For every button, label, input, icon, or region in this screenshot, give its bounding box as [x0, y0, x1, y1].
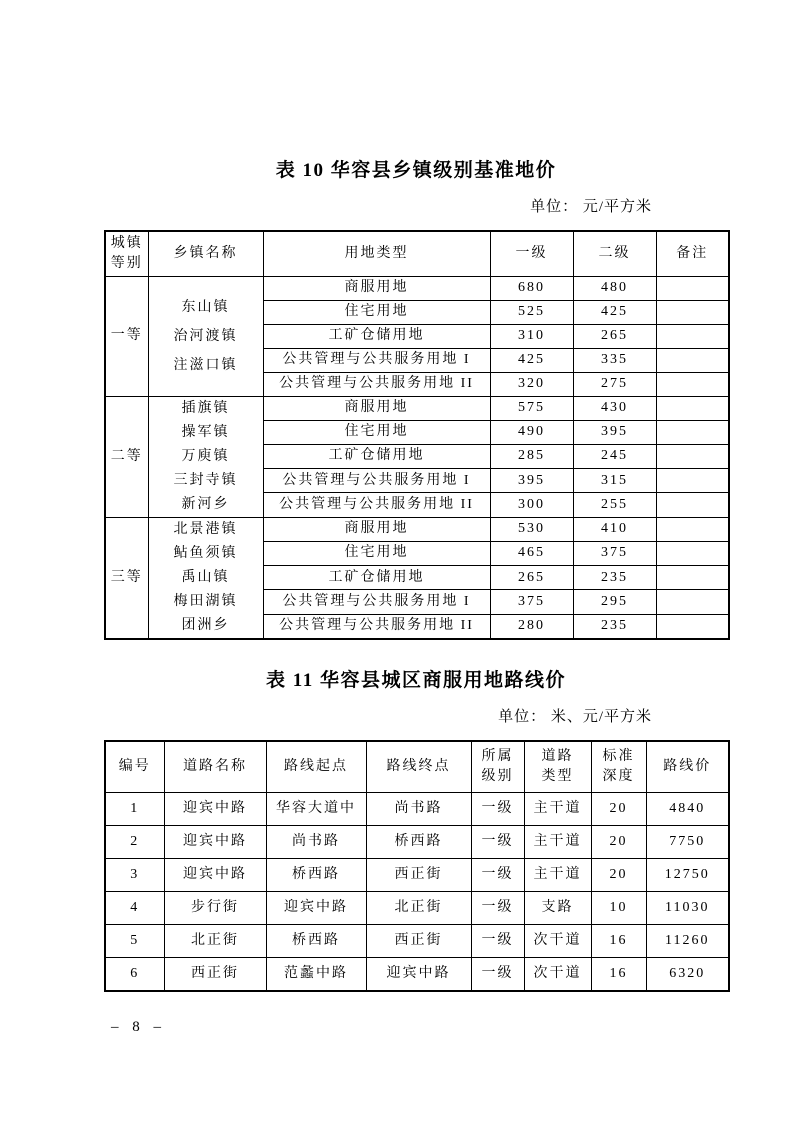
landuse-type-cell: 工矿仓储用地 [263, 566, 490, 590]
remarks-cell [656, 469, 729, 493]
towns-cell [148, 396, 263, 517]
road-type-cell: 主干道 [524, 859, 591, 892]
col-header-route-start: 路线起点 [266, 741, 366, 793]
road-type-cell: 主干道 [524, 793, 591, 826]
route-end-cell: 北正街 [366, 892, 471, 925]
price-level2-cell: 425 [573, 300, 656, 324]
table10-row [105, 396, 729, 420]
table11-row [105, 793, 729, 826]
remarks-cell [656, 324, 729, 348]
table11-row [105, 925, 729, 958]
table11-body [105, 793, 729, 991]
level-cell: 一级 [471, 859, 524, 892]
price-level1-cell: 375 [490, 590, 573, 614]
town-name: 治河渡镇 [173, 328, 238, 344]
standard-depth-cell: 20 [591, 859, 646, 892]
route-start-cell: 华容大道中 [266, 793, 366, 826]
number-cell: 5 [105, 925, 164, 958]
road-name-cell: 迎宾中路 [164, 859, 266, 892]
price-level2-cell: 245 [573, 444, 656, 468]
route-start-cell: 范蠡中路 [266, 958, 366, 991]
towns-cell [148, 517, 263, 639]
road-type-cell: 次干道 [524, 958, 591, 991]
price-level2-cell: 375 [573, 541, 656, 565]
standard-depth-cell: 16 [591, 958, 646, 991]
remarks-cell [656, 517, 729, 541]
route-price-cell: 6320 [646, 958, 729, 991]
price-level2-cell: 395 [573, 420, 656, 444]
number-cell: 4 [105, 892, 164, 925]
price-level1-cell: 320 [490, 372, 573, 396]
price-level1-cell: 280 [490, 614, 573, 638]
town-name: 梅田湖镇 [173, 593, 238, 609]
price-level2-cell: 265 [573, 324, 656, 348]
table10-header [105, 231, 729, 276]
road-name-cell: 迎宾中路 [164, 793, 266, 826]
level-cell: 一级 [471, 958, 524, 991]
town-name: 操军镇 [181, 424, 230, 440]
landuse-type-cell: 公共管理与公共服务用地 II [263, 614, 490, 638]
price-level2-cell: 335 [573, 348, 656, 372]
number-cell: 1 [105, 793, 164, 826]
col-header-level [471, 741, 524, 793]
col-header-level-2: 二级 [573, 231, 656, 276]
col-header-standard-depth-text: 标准深度 [602, 748, 635, 784]
landuse-type-cell: 住宅用地 [263, 300, 490, 324]
col-header-number: 编号 [105, 741, 164, 793]
standard-depth-cell: 16 [591, 925, 646, 958]
standard-depth-cell: 10 [591, 892, 646, 925]
landuse-type-cell: 公共管理与公共服务用地 II [263, 493, 490, 517]
route-end-cell: 西正街 [366, 925, 471, 958]
col-header-town-grade: 城镇等别 [105, 231, 148, 276]
price-level2-cell: 295 [573, 590, 656, 614]
table11-row [105, 892, 729, 925]
grade-cell: 一等 [105, 276, 148, 396]
price-level1-cell: 525 [490, 300, 573, 324]
town-name: 插旗镇 [181, 400, 230, 416]
price-level2-cell: 255 [573, 493, 656, 517]
col-header-remarks: 备注 [656, 231, 729, 276]
landuse-type-cell: 住宅用地 [263, 541, 490, 565]
table10-header-row [105, 231, 729, 276]
route-end-cell: 桥西路 [366, 826, 471, 859]
level-cell: 一级 [471, 793, 524, 826]
number-cell: 2 [105, 826, 164, 859]
price-level1-cell: 425 [490, 348, 573, 372]
route-price-cell: 7750 [646, 826, 729, 859]
page-number: – 8 – [111, 1019, 163, 1035]
landuse-type-cell: 商服用地 [263, 276, 490, 300]
table10-row [105, 517, 729, 541]
col-header-route-price: 路线价 [646, 741, 729, 793]
remarks-cell [656, 493, 729, 517]
table11-header-row [105, 741, 729, 793]
road-type-cell: 主干道 [524, 826, 591, 859]
price-level1-cell: 300 [490, 493, 573, 517]
table11-row [105, 958, 729, 991]
price-level2-cell: 235 [573, 566, 656, 590]
col-header-standard-depth [591, 741, 646, 793]
remarks-cell [656, 348, 729, 372]
remarks-cell [656, 372, 729, 396]
col-header-level-text: 所属级别 [481, 748, 514, 784]
route-start-cell: 迎宾中路 [266, 892, 366, 925]
town-name: 万庾镇 [181, 448, 230, 464]
col-header-level-1: 一级 [490, 231, 573, 276]
remarks-cell [656, 566, 729, 590]
town-name: 鲇鱼须镇 [173, 545, 238, 561]
landuse-type-cell: 公共管理与公共服务用地 I [263, 469, 490, 493]
price-level2-cell: 480 [573, 276, 656, 300]
route-price-cell: 11260 [646, 925, 729, 958]
price-level2-cell: 235 [573, 614, 656, 638]
town-name: 禹山镇 [181, 569, 230, 585]
road-type-cell: 支路 [524, 892, 591, 925]
table11-title: 表 11 华容县城区商服用地路线价 [266, 669, 566, 691]
landuse-type-cell: 住宅用地 [263, 420, 490, 444]
road-type-cell: 次干道 [524, 925, 591, 958]
price-level1-cell: 310 [490, 324, 573, 348]
remarks-cell [656, 276, 729, 300]
table11-row [105, 859, 729, 892]
table10 [104, 230, 730, 640]
price-level2-cell: 315 [573, 469, 656, 493]
town-name: 团洲乡 [181, 617, 230, 633]
landuse-type-cell: 工矿仓储用地 [263, 324, 490, 348]
road-name-cell: 北正街 [164, 925, 266, 958]
price-level1-cell: 680 [490, 276, 573, 300]
grade-cell: 二等 [105, 396, 148, 517]
col-header-landuse-type: 用地类型 [263, 231, 490, 276]
col-header-road-type-text: 道路类型 [541, 748, 574, 784]
table10-unit-label: 单位： 元/平方米 [530, 199, 652, 215]
price-level1-cell: 530 [490, 517, 573, 541]
remarks-cell [656, 420, 729, 444]
landuse-type-cell: 商服用地 [263, 517, 490, 541]
col-header-road-type [524, 741, 591, 793]
grade-cell: 三等 [105, 517, 148, 639]
road-name-cell: 步行街 [164, 892, 266, 925]
road-name-cell: 西正街 [164, 958, 266, 991]
col-header-road-name: 道路名称 [164, 741, 266, 793]
remarks-cell [656, 541, 729, 565]
price-level1-cell: 490 [490, 420, 573, 444]
level-cell: 一级 [471, 925, 524, 958]
route-end-cell: 迎宾中路 [366, 958, 471, 991]
route-price-cell: 11030 [646, 892, 729, 925]
route-end-cell: 尚书路 [366, 793, 471, 826]
price-level1-cell: 265 [490, 566, 573, 590]
town-name: 新河乡 [181, 496, 230, 512]
town-name: 东山镇 [181, 299, 230, 315]
number-cell: 3 [105, 859, 164, 892]
landuse-type-cell: 公共管理与公共服务用地 I [263, 348, 490, 372]
remarks-cell [656, 300, 729, 324]
price-level2-cell: 275 [573, 372, 656, 396]
standard-depth-cell: 20 [591, 826, 646, 859]
standard-depth-cell: 20 [591, 793, 646, 826]
remarks-cell [656, 396, 729, 420]
price-level2-cell: 430 [573, 396, 656, 420]
town-name: 注滋口镇 [173, 357, 238, 373]
remarks-cell [656, 444, 729, 468]
route-start-cell: 尚书路 [266, 826, 366, 859]
price-level2-cell: 410 [573, 517, 656, 541]
table10-title: 表 10 华容县乡镇级别基准地价 [275, 160, 557, 181]
table11-header [105, 741, 729, 793]
table11 [104, 740, 730, 992]
route-start-cell: 桥西路 [266, 859, 366, 892]
remarks-cell [656, 614, 729, 638]
number-cell: 6 [105, 958, 164, 991]
landuse-type-cell: 商服用地 [263, 396, 490, 420]
level-cell: 一级 [471, 892, 524, 925]
col-header-route-end: 路线终点 [366, 741, 471, 793]
col-header-township-name: 乡镇名称 [148, 231, 263, 276]
remarks-cell [656, 590, 729, 614]
landuse-type-cell: 工矿仓储用地 [263, 444, 490, 468]
road-name-cell: 迎宾中路 [164, 826, 266, 859]
table11-unit-label: 单位： 米、元/平方米 [498, 708, 652, 725]
landuse-type-cell: 公共管理与公共服务用地 II [263, 372, 490, 396]
town-name: 三封寺镇 [173, 472, 238, 488]
route-start-cell: 桥西路 [266, 925, 366, 958]
price-level1-cell: 395 [490, 469, 573, 493]
table10-row [105, 276, 729, 300]
price-level1-cell: 285 [490, 444, 573, 468]
table11-row [105, 826, 729, 859]
page-content [104, 0, 728, 992]
town-name: 北景港镇 [173, 521, 238, 537]
landuse-type-cell: 公共管理与公共服务用地 I [263, 590, 490, 614]
price-level1-cell: 575 [490, 396, 573, 420]
route-price-cell: 4840 [646, 793, 729, 826]
table10-body [105, 276, 729, 639]
price-level1-cell: 465 [490, 541, 573, 565]
route-price-cell: 12750 [646, 859, 729, 892]
route-end-cell: 西正街 [366, 859, 471, 892]
level-cell: 一级 [471, 826, 524, 859]
towns-cell [148, 276, 263, 396]
